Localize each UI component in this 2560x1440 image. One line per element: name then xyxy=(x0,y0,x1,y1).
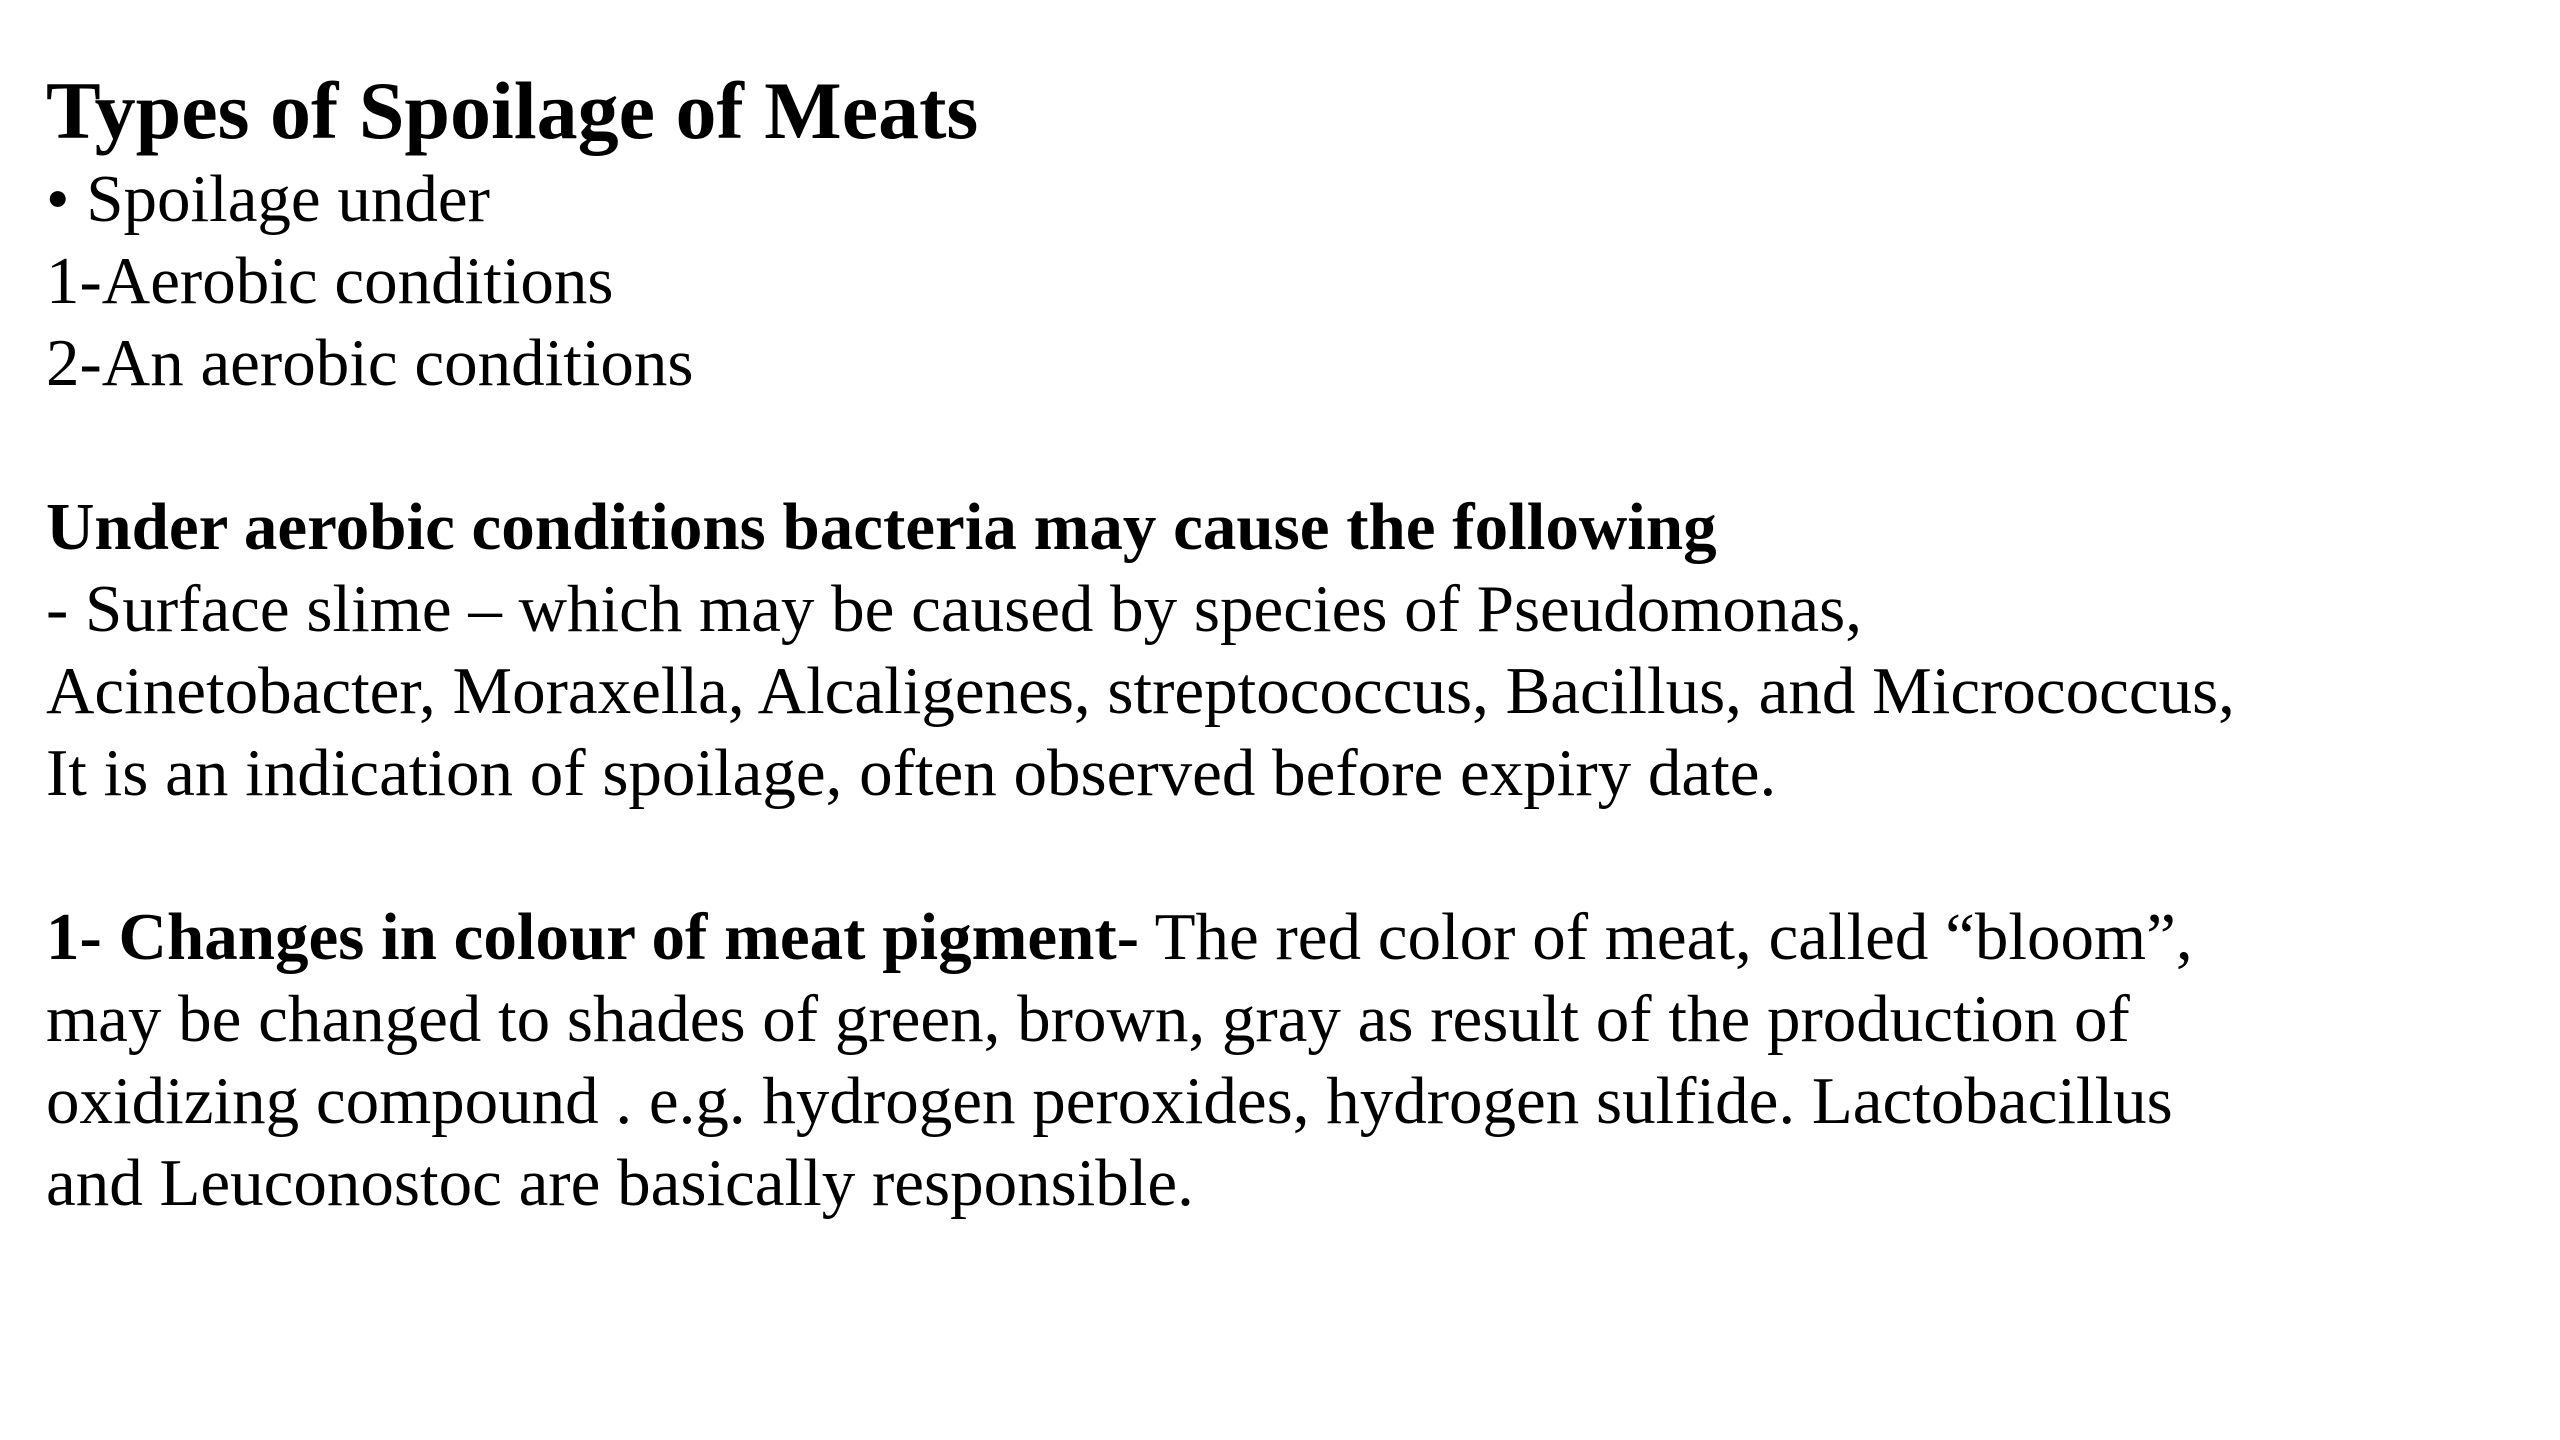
pigment-section xyxy=(46,896,2526,1224)
slide-title: Types of Spoilage of Meats xyxy=(46,65,979,156)
aerobic-line: Acinetobacter, Moraxella, Alcaligenes, streptococcus, Bacillus, and Micrococcus, xyxy=(46,654,2235,729)
spacer xyxy=(46,404,2526,486)
spoilage-intro xyxy=(46,158,2526,404)
pigment-lead-line xyxy=(46,896,2526,978)
aerobic-line: It is an indication of spoilage, often observed before expiry date. xyxy=(46,736,1777,811)
pigment-heading: 1- Changes in colour of meat pigment- xyxy=(46,900,1140,975)
intro-item-aerobic: 1-Aerobic conditions xyxy=(46,244,614,319)
pigment-line: may be changed to shades of green, brown, gray as result of the production of xyxy=(46,982,2130,1057)
pigment-line: oxidizing compound . e.g. hydrogen peroxides, hydrogen sulfide. Lactobacillus xyxy=(46,1064,2173,1139)
pigment-line: and Leuconostoc are basically responsible. xyxy=(46,1146,1194,1221)
spacer xyxy=(46,814,2526,896)
intro-bullet: • Spoilage under xyxy=(46,162,490,237)
aerobic-line: - Surface slime – which may be caused by species of Pseudomonas, xyxy=(46,572,1862,647)
intro-item-anaerobic: 2-An aerobic conditions xyxy=(46,326,694,401)
pigment-lead-text: The red color of meat, called “bloom”, xyxy=(1139,900,2193,975)
aerobic-heading: Under aerobic conditions bacteria may cause the following xyxy=(46,490,1717,565)
aerobic-section xyxy=(46,486,2526,814)
slide-content xyxy=(46,64,2526,1224)
